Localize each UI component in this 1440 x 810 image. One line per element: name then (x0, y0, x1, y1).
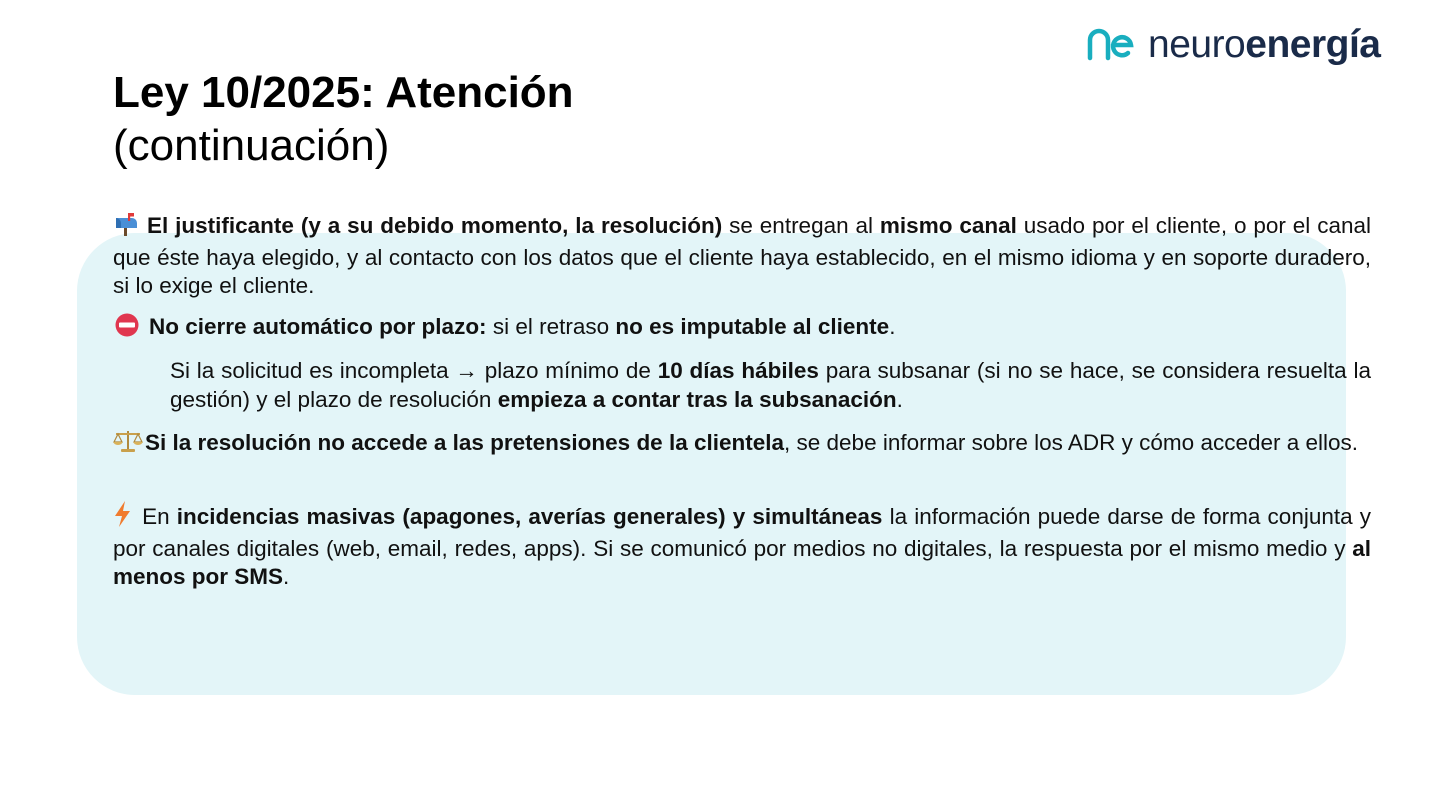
title-line-2: (continuación) (113, 121, 390, 170)
p5-text-3: . (283, 564, 290, 589)
p1-text-1: se entregan al (722, 213, 880, 238)
neuroenergia-logo (1086, 22, 1416, 72)
p5-bold-1: incidencias masivas (apagones, averías generales) y simultáneas (176, 504, 883, 529)
p1-bold-2: mismo canal (879, 213, 1017, 238)
paragraph-adr (113, 429, 1371, 461)
title-line-1: Ley 10/2025: Atención (113, 68, 574, 117)
lightning-icon (113, 501, 133, 535)
p1-bold-1: El justificante (y a su debido momento, la resolución) (147, 213, 723, 238)
logo-word-bold: energía (1245, 23, 1381, 66)
p2-bold-2: no es imputable al cliente (615, 314, 890, 339)
mailbox-icon (113, 212, 139, 244)
paragraph-justificante (113, 212, 1371, 301)
p4-text-1: , se debe informar sobre los ADR y cómo acceder a ellos. (784, 430, 1359, 455)
p5-text-2: la información puede darse de forma conjunta y por canales digitales (web, email, redes, apps). Si se comunicó por medios no digitales, la respuesta por el mismo medio y (113, 504, 1372, 561)
p3-bold-2: empieza a contar tras la subsanación (497, 386, 897, 412)
p3-text-4: . (896, 386, 903, 412)
p2-text-2: . (889, 314, 896, 339)
scales-icon (113, 429, 143, 461)
no-entry-icon (113, 313, 141, 345)
logo-mark-icon (1086, 26, 1134, 62)
p2-bold-1: No cierre automático por plazo: (149, 314, 487, 339)
arrow-right-icon: → (455, 358, 478, 383)
page-title (113, 66, 574, 172)
paragraph-solicitud-incompleta (170, 357, 1371, 414)
p5-bold-2: al menos por SMS (113, 535, 1371, 589)
p3-text-2: plazo mínimo de (477, 358, 658, 383)
logo-wordmark (1148, 22, 1380, 68)
p5-text-1: En (135, 504, 177, 529)
p3-text-3: para subsanar (si no se hace, se considera resuelta la gestión) y el plazo de resolución (170, 358, 1371, 412)
p4-bold-1: Si la resolución no accede a las pretensiones de la clientela (145, 430, 785, 455)
paragraph-no-cierre (113, 313, 1371, 345)
p2-text-1: si el retraso (486, 314, 616, 339)
logo-word-light: neuro (1148, 23, 1246, 66)
p3-text-1: Si la solicitud es incompleta (170, 358, 456, 383)
paragraph-incidencias (113, 501, 1371, 592)
p1-text-2: usado por el cliente, o por el canal que éste haya elegido, y al contacto con los datos que el cliente haya establecido, en el mismo idioma y en soporte duradero, si lo exige el cliente. (113, 213, 1371, 298)
content-panel (77, 233, 1346, 695)
p3-bold-1: 10 días hábiles (657, 358, 819, 383)
